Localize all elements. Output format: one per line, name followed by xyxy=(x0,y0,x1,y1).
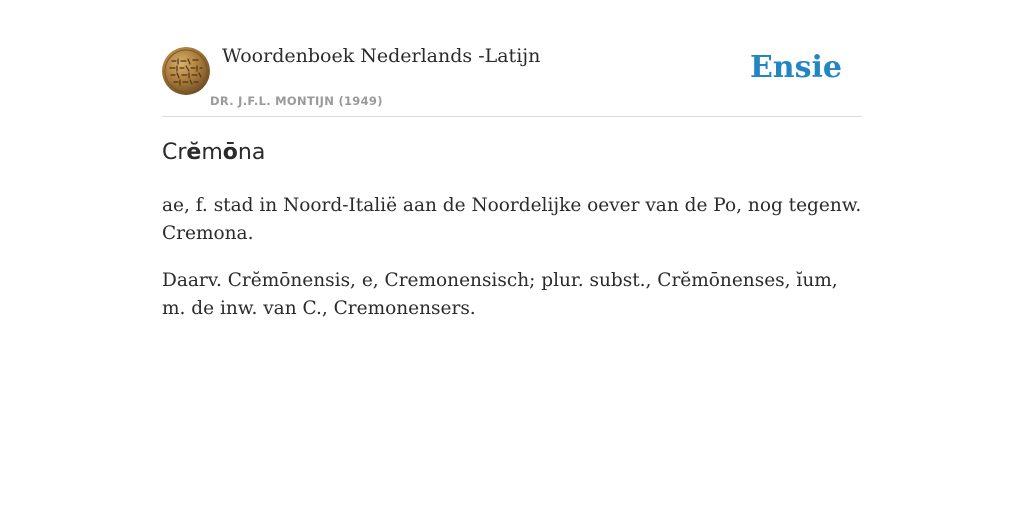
lemma-part-accent: ĕ xyxy=(186,140,202,165)
entry-definition-2: Daarv. Crĕmōnensis, e, Cremonensisch; plur. subst., Crĕmōnenses, ĭum, m. de inw. van C., Cremonensers. xyxy=(162,270,838,319)
dictionary-author: DR. J.F.L. MONTIJN (1949) xyxy=(210,94,383,108)
site-header xyxy=(162,0,862,117)
entry-definition-1: ae, f. stad in Noord-Italië aan de Noordelijke oever van de Po, nog tegenw. Cremona. xyxy=(162,195,862,244)
lemma-part: na xyxy=(237,140,266,165)
coin-inscription-icon xyxy=(162,47,210,95)
entry-lemma xyxy=(162,140,265,165)
lemma-part-accent: ō xyxy=(222,140,238,165)
lemma-part: Cr xyxy=(162,140,187,165)
lemma-part: m xyxy=(201,140,223,165)
dictionary-title-link[interactable]: Woordenboek Nederlands -Latijn xyxy=(222,45,541,67)
brand-logo-link[interactable]: Ensie xyxy=(749,50,842,85)
